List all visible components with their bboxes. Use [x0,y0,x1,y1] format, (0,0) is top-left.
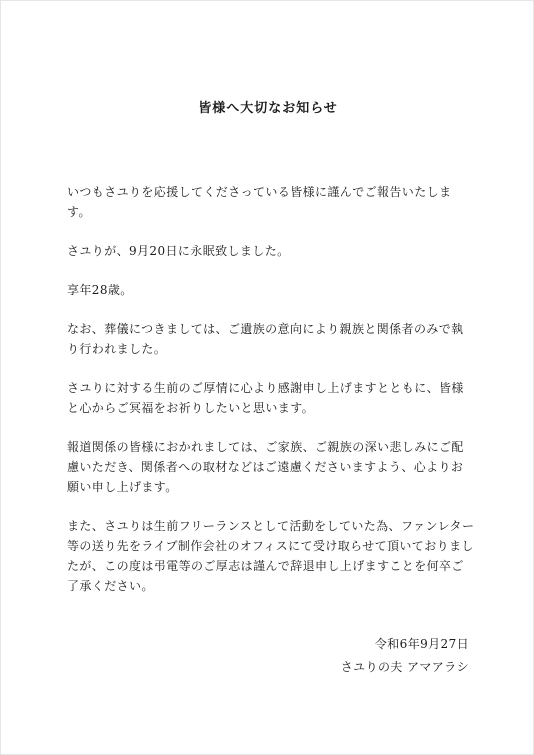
paragraph-condolences: また、さユりは生前フリーランスとして活動をしていた為、ファンレター等の送り先をライブ制作会社のオフィスにて受け取らせて頂いておりましたが、この度は弔電等のご厚志は謹んで辞退申し上げますことを何卒ご了承ください。 [67,519,475,593]
paragraph-gratitude: さユりに対する生前のご厚情に心より感謝申し上げますとともに、皆様と心からご冥福をお祈りしたいと思います。 [67,381,464,415]
paragraph-funeral: なお、葬儀につきましては、ご遺族の意向により親族と関係者のみで執り行われました。 [67,322,464,356]
notice-signer: さユりの夫 アマアラシ [340,660,469,674]
notice-title: 皆様へ大切なお知らせ [198,101,338,116]
paragraph-greeting: いつもさユりを応援してくださっている皆様に謹んでご報告いたします。 [67,185,452,219]
notice-date: 令和6年9月27日 [374,637,469,651]
paragraph-age: 享年28歳。 [67,283,133,297]
signature-block [341,633,469,679]
paragraph-announcement: さユりが、9月20日に永眠致しました。 [67,244,290,258]
notice-body [67,182,475,615]
paragraph-press-request: 報道関係の皆様におかれましては、ご家族、ご親族の深い悲しみにご配慮いただき、関係者への取材などはご遠慮くださいますよう、心よりお願い申し上げます。 [67,440,464,494]
